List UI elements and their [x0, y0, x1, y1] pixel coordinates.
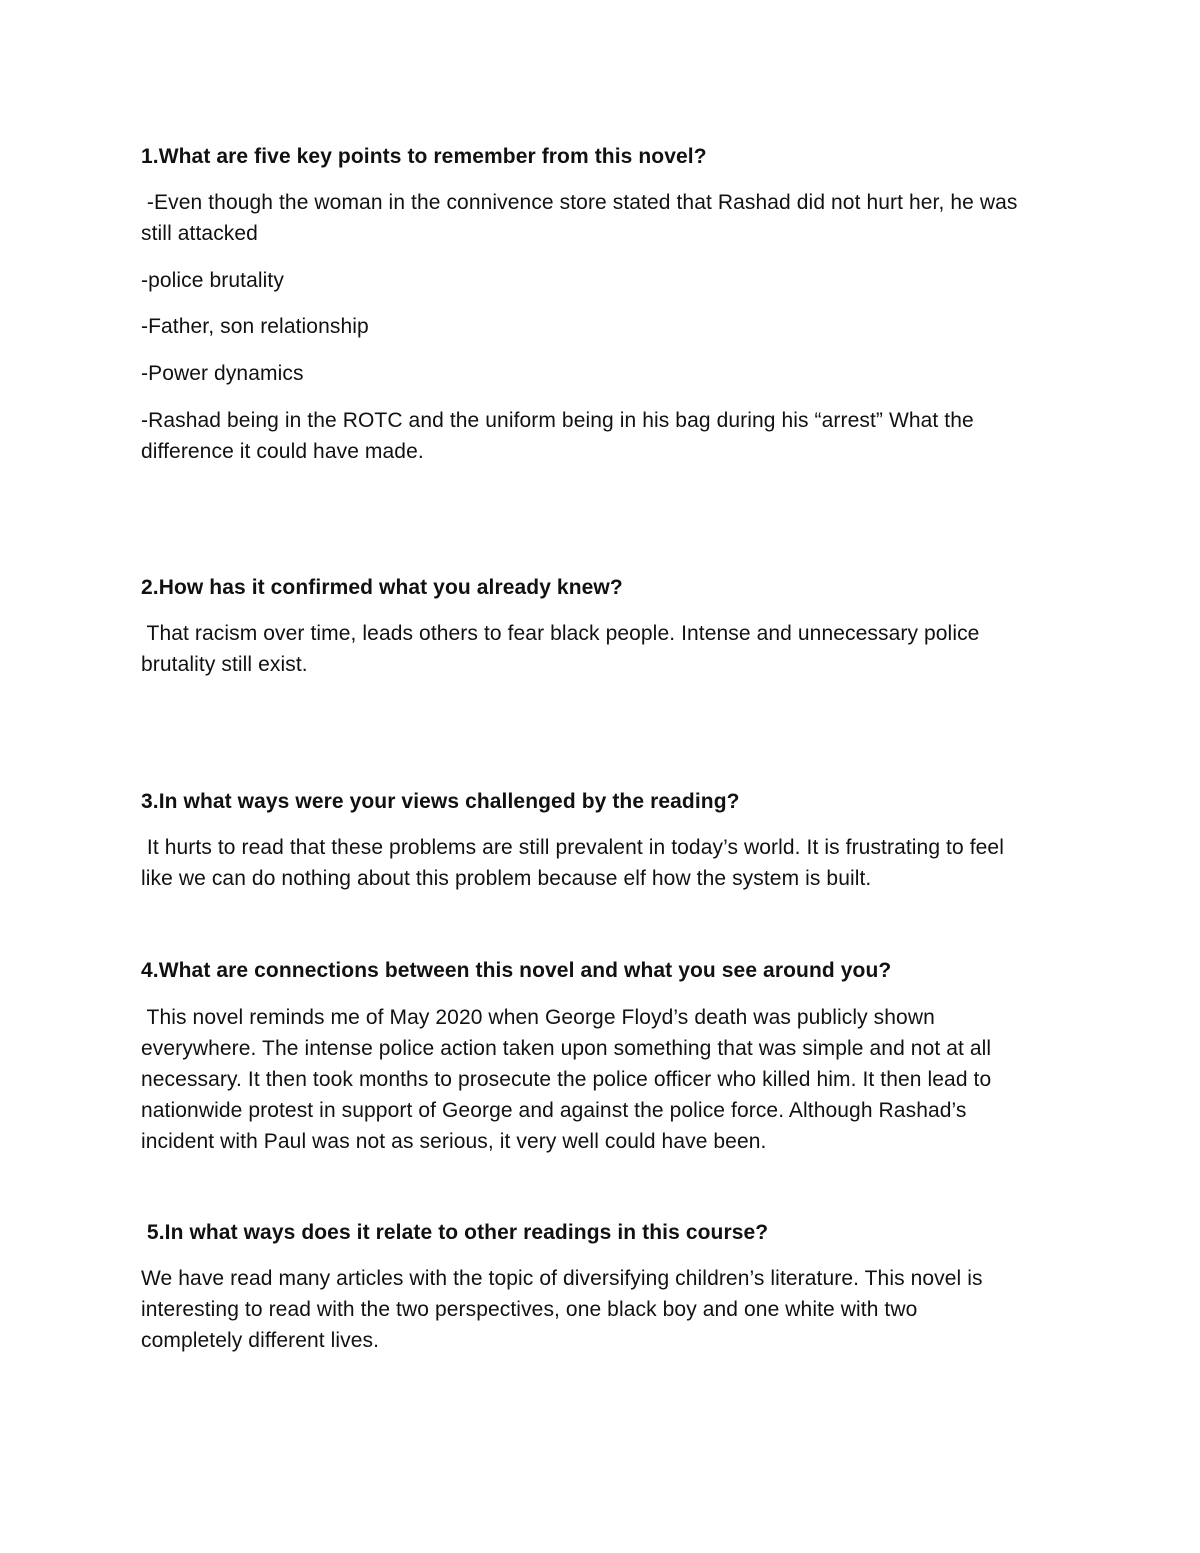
q1-answer-3: -Father, son relationship — [141, 315, 369, 338]
q4-answer-line-4: nationwide protest in support of George and against the police force. Although Rashad’s — [141, 1099, 967, 1122]
question-4-heading: 4.What are connections between this novel and what you see around you? — [141, 959, 892, 982]
q5-answer-line-1: We have read many articles with the topic of diversifying children’s literature. This novel is — [141, 1267, 983, 1290]
q2-answer-line-1: That racism over time, leads others to fear black people. Intense and unnecessary police — [141, 622, 980, 645]
question-5-heading: 5.In what ways does it relate to other readings in this course? — [141, 1221, 769, 1244]
q4-answer-line-5: incident with Paul was not as serious, it very well could have been. — [141, 1130, 767, 1153]
q4-answer-line-3: necessary. It then took months to prosecute the police officer who killed him. It then lead to — [141, 1068, 992, 1091]
q3-answer-line-1: It hurts to read that these problems are still prevalent in today’s world. It is frustrating to feel — [141, 836, 1004, 859]
q1-answer-4: -Power dynamics — [141, 362, 304, 385]
q3-answer-line-2: like we can do nothing about this problem because elf how the system is built. — [141, 867, 872, 890]
q4-answer-line-1: This novel reminds me of May 2020 when George Floyd’s death was publicly shown — [141, 1006, 935, 1029]
q5-answer-line-2: interesting to read with the two perspectives, one black boy and one white with two — [141, 1298, 918, 1321]
q1-answer-5-line-2: difference it could have made. — [141, 440, 424, 463]
q1-answer-1-line-2: still attacked — [141, 222, 258, 245]
question-3-heading: 3.In what ways were your views challenged by the reading? — [141, 790, 740, 813]
q1-answer-5-line-1: -Rashad being in the ROTC and the uniform being in his bag during his “arrest” What the — [141, 409, 974, 432]
question-2-heading: 2.How has it confirmed what you already knew? — [141, 576, 623, 599]
q1-answer-2: -police brutality — [141, 269, 284, 292]
q1-answer-1-line-1: -Even though the woman in the connivence store stated that Rashad did not hurt her, he was — [141, 191, 1018, 214]
question-1-heading: 1.What are five key points to remember from this novel? — [141, 145, 707, 168]
q4-answer-line-2: everywhere. The intense police action taken upon something that was simple and not at all — [141, 1037, 992, 1060]
q2-answer-line-2: brutality still exist. — [141, 653, 308, 676]
q5-answer-line-3: completely different lives. — [141, 1329, 380, 1352]
